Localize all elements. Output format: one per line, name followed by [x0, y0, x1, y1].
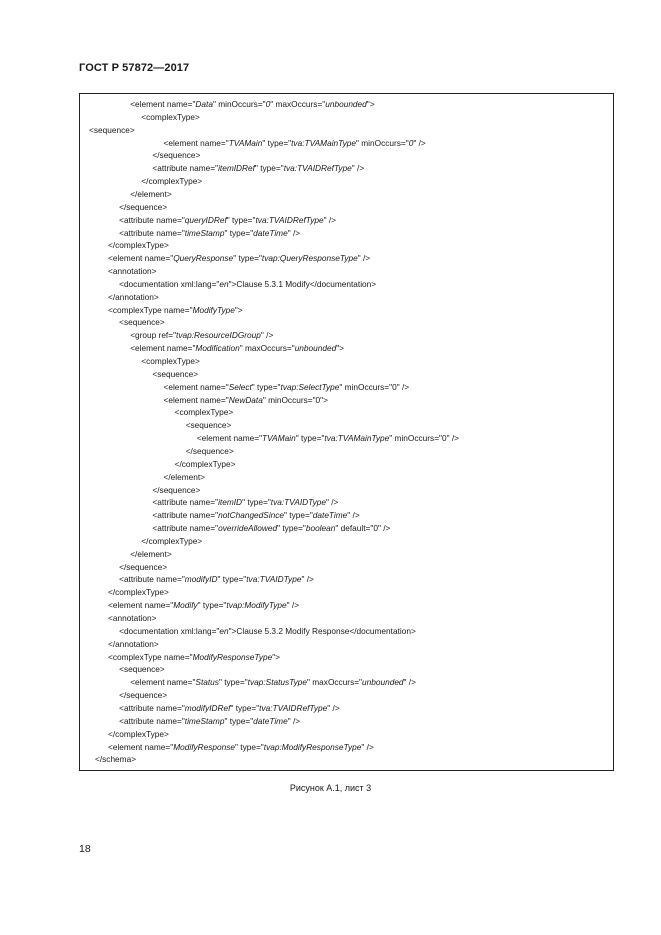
code-text: " />: [323, 214, 336, 225]
code-line: [119, 317, 165, 328]
code-value: dateTime: [253, 715, 288, 726]
code-line: [119, 716, 300, 727]
code-text: " />: [403, 677, 416, 688]
code-line: [152, 485, 200, 496]
code-value: dateTime: [312, 510, 348, 521]
code-line: [130, 549, 172, 560]
code-line: [175, 407, 234, 418]
code-value: tvap:ModifyResponseType: [263, 741, 362, 752]
code-value: tva:TVAIDRefType: [259, 702, 328, 713]
document-header: ГОСТ Р 57872—2017: [79, 62, 190, 74]
code-text: " type=": [230, 702, 260, 713]
code-text: " type=": [235, 741, 264, 752]
code-line: [152, 163, 364, 174]
code-line: [108, 305, 243, 316]
code-value: 0: [408, 137, 414, 148]
code-line: [119, 202, 167, 213]
code-value: en: [219, 278, 229, 289]
code-value: itemID: [218, 497, 243, 508]
code-text: <element name=": [163, 394, 229, 405]
code-text: <complexType>: [141, 111, 200, 122]
code-text: </complexType>: [141, 176, 203, 187]
code-text: " />: [260, 330, 274, 341]
code-text: <documentation xml:lang=": [119, 625, 220, 636]
code-text: <element name=": [163, 137, 229, 148]
code-text: <sequence>: [119, 664, 165, 675]
code-text: <element name=": [163, 381, 229, 392]
code-text: " type=": [284, 510, 313, 521]
code-text: ">: [234, 304, 243, 315]
code-line: [164, 138, 426, 149]
code-line: [164, 395, 328, 406]
code-text: " type=": [251, 381, 281, 392]
code-text: <element name=": [108, 741, 174, 752]
code-text: <attribute name=": [152, 497, 219, 508]
code-value: Modification: [195, 343, 240, 354]
code-value: itemIDRef: [218, 163, 255, 174]
code-text: " maxOccurs=": [270, 99, 326, 109]
code-value: ModifyResponse: [173, 741, 236, 752]
code-text: ">Clause 5.3.1 Modify</documentation>: [228, 278, 377, 289]
code-text: </element>: [163, 471, 206, 482]
code-text: <element name=": [130, 99, 196, 109]
code-line: [186, 420, 232, 431]
code-text: </sequence>: [119, 690, 168, 701]
code-line: [130, 343, 344, 354]
code-line: [119, 562, 167, 573]
code-line: [119, 703, 340, 714]
code-line: [119, 664, 165, 675]
code-value: tva:TVAIDRefType: [283, 163, 352, 174]
code-line: [108, 639, 159, 650]
code-value: notChangedSince: [218, 510, 285, 521]
code-text: <element name=": [108, 600, 174, 611]
code-value: unbounded: [362, 677, 404, 688]
code-value: tvap:QueryResponseType: [261, 253, 358, 264]
code-text: " type=": [277, 523, 306, 534]
code-text: " type=": [217, 574, 247, 585]
code-line: [164, 472, 206, 483]
code-text: <annotation>: [108, 613, 157, 623]
code-line: [164, 382, 410, 393]
code-text: </sequence>: [152, 484, 201, 495]
code-value: tvap:ResourceIDGroup: [176, 330, 261, 341]
code-value: Select: [228, 381, 252, 392]
code-text: </sequence>: [119, 561, 168, 572]
code-text: " minOccurs="0" />: [339, 381, 410, 392]
code-text: " />: [351, 163, 365, 174]
code-text: " maxOccurs=": [307, 677, 363, 688]
code-text: " />: [287, 227, 301, 238]
figure-caption: Рисунок А.1, лист 3: [289, 783, 372, 793]
code-line: [89, 125, 135, 136]
code-line: [152, 150, 200, 161]
code-value: Modify: [173, 600, 198, 611]
code-line: [108, 240, 169, 251]
code-text: </element>: [130, 548, 172, 559]
code-value: boolean: [305, 523, 336, 534]
code-line: [141, 536, 202, 547]
code-line: [197, 433, 459, 444]
code-text: " />: [327, 702, 340, 713]
code-text: <attribute name=": [119, 702, 185, 713]
code-text: </complexType>: [174, 458, 236, 469]
code-value: en: [219, 625, 229, 636]
code-text: " type=": [224, 715, 254, 726]
code-line: [152, 497, 338, 508]
code-text: <attribute name=": [119, 214, 185, 225]
code-text: <attribute name=": [119, 715, 185, 726]
code-line: [119, 626, 416, 637]
code-text: <sequence>: [185, 420, 232, 431]
code-text: <attribute name=": [119, 227, 185, 238]
code-value: overrideAllowed: [218, 523, 278, 534]
code-line: [152, 510, 359, 521]
code-line: [108, 652, 280, 663]
code-value: tvap:ModifyType: [226, 600, 287, 611]
code-text: " minOccurs=": [356, 137, 409, 148]
code-text: </sequence>: [119, 201, 168, 212]
code-text: " type=": [295, 433, 325, 444]
code-line: [108, 266, 156, 277]
code-text: <sequence>: [152, 368, 199, 379]
code-line: [119, 228, 300, 239]
code-value: queryIDRef: [184, 214, 227, 225]
code-text: ">Clause 5.3.2 Modify Response</documentation>: [228, 625, 416, 636]
code-value: timeStamp: [184, 227, 225, 238]
code-text: " />: [325, 497, 339, 508]
code-text: " type=": [242, 497, 271, 508]
code-text: <attribute name=": [152, 163, 219, 174]
code-text: <annotation>: [108, 266, 157, 277]
code-line: [141, 176, 202, 187]
code-text: </annotation>: [108, 638, 159, 649]
code-line: [119, 574, 314, 585]
code-text: " type=": [218, 677, 248, 688]
code-text: </sequence>: [185, 445, 234, 456]
code-text: <attribute name=": [119, 574, 185, 585]
code-text: " default="0" />: [335, 523, 391, 534]
code-line: [186, 446, 234, 457]
code-text: <complexType>: [141, 356, 200, 366]
code-text: " />: [413, 137, 426, 148]
code-value: NewData: [228, 394, 263, 405]
code-text: " minOccurs=": [212, 99, 266, 109]
code-text: <sequence>: [89, 124, 135, 135]
code-value: tva:TVAMainType: [291, 137, 356, 148]
code-text: " minOccurs="0">: [262, 394, 328, 405]
code-text: " />: [301, 574, 314, 585]
code-text: " type=": [224, 227, 254, 238]
code-line: [130, 330, 273, 341]
code-text: " type=": [262, 137, 292, 148]
code-value: 0: [265, 99, 271, 109]
code-text: </complexType>: [108, 728, 169, 739]
code-value: modifyIDRef: [184, 702, 231, 713]
code-value: tvap:StatusType: [247, 677, 308, 688]
code-value: dateTime: [253, 227, 288, 238]
code-text: <element name=": [130, 343, 196, 354]
code-line: [119, 690, 167, 701]
code-value: tva:TVAIDType: [246, 574, 302, 585]
code-value: Status: [195, 677, 219, 688]
code-line: [108, 729, 169, 740]
code-value: TVAMain: [262, 433, 296, 444]
code-value: tva:TVAMainType: [324, 433, 390, 444]
code-text: <group ref=": [130, 330, 177, 341]
code-value: TVAMain: [228, 137, 263, 148]
code-line: [108, 613, 156, 624]
code-line: [152, 523, 390, 534]
code-text: " />: [286, 600, 300, 611]
code-value: unbounded: [294, 343, 337, 354]
code-text: </element>: [130, 188, 172, 199]
code-text: " />: [357, 253, 371, 264]
code-line: [175, 459, 236, 470]
code-text: " />: [287, 715, 301, 726]
code-text: " type=": [233, 253, 262, 264]
code-text: <attribute name=": [152, 510, 219, 521]
code-value: ModifyResponseType: [192, 651, 273, 662]
code-line: [141, 112, 200, 123]
code-text: <element name=": [108, 253, 174, 264]
code-value: Data: [195, 99, 213, 109]
code-line: [108, 292, 159, 303]
code-line: [130, 99, 374, 110]
code-text: <element name=": [196, 433, 263, 444]
code-value: modifyID: [184, 574, 218, 585]
code-line: [130, 677, 416, 688]
code-line: [130, 189, 172, 200]
code-text: </annotation>: [108, 291, 159, 302]
code-text: " type=": [197, 600, 227, 611]
code-text: <sequence>: [119, 317, 165, 328]
code-value: ModifyType: [192, 304, 235, 315]
code-text: " type=": [226, 214, 256, 225]
code-text: <element name=": [130, 677, 196, 688]
code-line: [119, 279, 376, 290]
page-number: 18: [79, 843, 91, 855]
code-text: <documentation xml:lang=": [119, 278, 220, 289]
code-value: tvap:SelectType: [280, 381, 340, 392]
code-value: timeStamp: [184, 715, 225, 726]
code-value: tva:TVAIDRefType: [255, 214, 324, 225]
code-text: <complexType name=": [108, 304, 193, 315]
code-line: [108, 587, 169, 598]
code-line: [119, 215, 336, 226]
code-text: ">: [336, 343, 345, 354]
code-text: ">: [366, 99, 375, 109]
code-text: " type=": [254, 163, 284, 174]
code-text: </complexType>: [108, 240, 169, 251]
code-line: [108, 600, 299, 611]
code-line: [141, 356, 200, 367]
code-text: " />: [347, 510, 360, 521]
code-value: tva:TVAIDType: [270, 497, 326, 508]
code-text: <attribute name=": [152, 523, 219, 534]
code-line: [152, 369, 198, 380]
code-value: unbounded: [325, 99, 367, 109]
code-text: <complexType name=": [108, 651, 193, 662]
code-text: " />: [361, 741, 374, 752]
code-text: </schema>: [95, 754, 137, 765]
code-value: QueryResponse: [173, 253, 234, 264]
code-text: </sequence>: [152, 150, 201, 161]
code-line: [95, 754, 136, 765]
code-text: " minOccurs="0" />: [389, 433, 459, 444]
code-line: [108, 253, 370, 264]
code-line: [108, 742, 374, 753]
code-text: " maxOccurs=": [239, 343, 295, 354]
code-text: <complexType>: [174, 407, 234, 418]
code-text: ">: [272, 651, 281, 662]
code-text: </complexType>: [141, 535, 203, 546]
code-text: </complexType>: [108, 587, 169, 598]
